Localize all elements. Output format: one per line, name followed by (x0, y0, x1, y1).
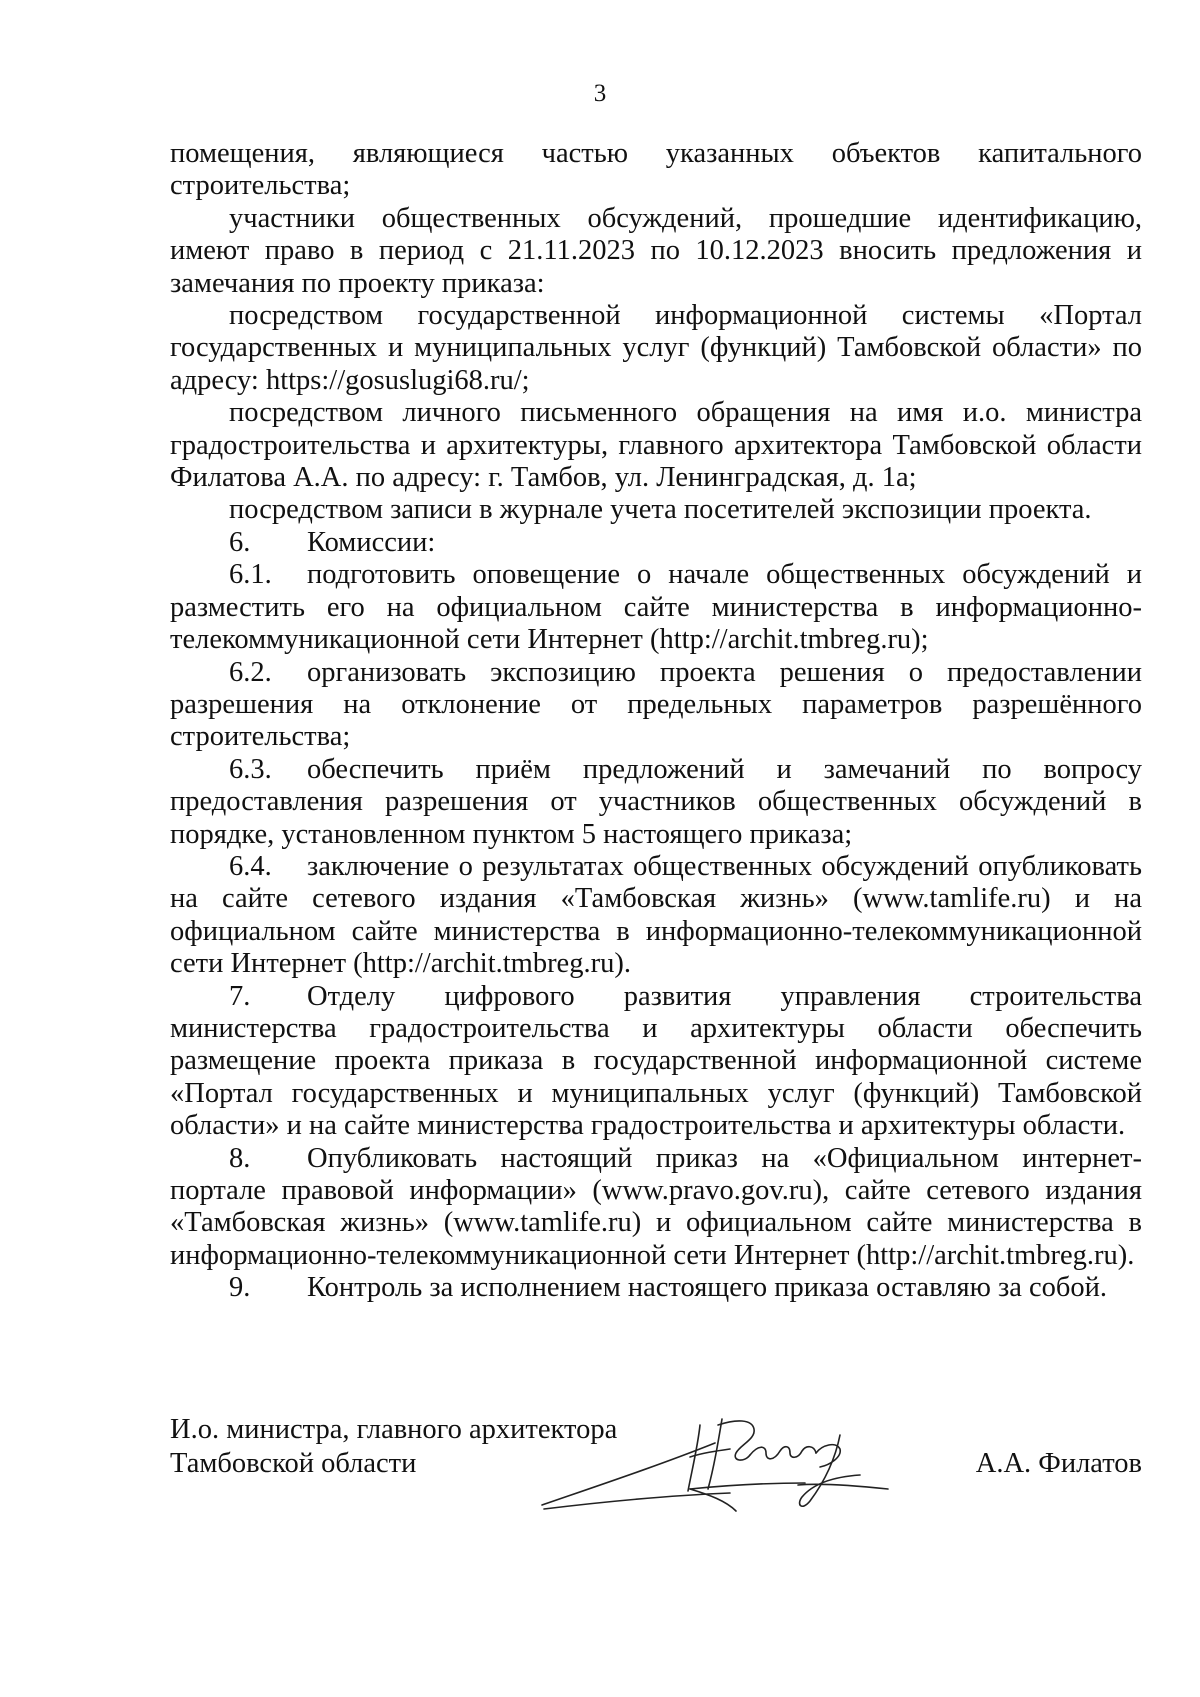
signatory-name: А.А. Филатов (975, 1448, 1142, 1479)
clause-number: 6.2. (229, 656, 272, 688)
clause-number: 9. (229, 1272, 251, 1304)
paragraph (170, 203, 1142, 300)
paragraph-text: Отделу цифрового развития управления строительства министерства градостроительства и архитектуры области обеспечить размещение проекта приказа в государственной информационной системе «Портал государственных и муниципальных услуг (функций) Тамбовской области» и на сайте министерства градостроительства и архитектуры области. (170, 980, 1142, 1142)
clause-number: 6. (229, 526, 251, 558)
paragraph-text: заключение о результатах общественных обсуждений опубликовать на сайте сетевого издания «Тамбовская жизнь» (www.tamlife.ru) и на официальном сайте министерства в информационно-телекоммуникационной сети Интернет (http://archit.tmbreg.ru). (170, 850, 1142, 980)
paragraph (170, 138, 1142, 203)
paragraph-text: Комиссии: (307, 526, 436, 558)
handwritten-signature (540, 1405, 910, 1515)
paragraph (170, 851, 1142, 981)
paragraph-text: подготовить оповещение о начале общественных обсуждений и разместить его на официальном сайте министерства в информационно-телекоммуникационной сети Интернет (http://archit.tmbreg.ru); (170, 559, 1142, 656)
document-body (170, 138, 1142, 1305)
clause-number: 8. (229, 1142, 251, 1174)
paragraph (170, 559, 1142, 656)
paragraph (170, 527, 1142, 559)
paragraph (170, 657, 1142, 754)
paragraph (170, 981, 1142, 1143)
signatory-position-line-1: И.о. министра, главного архитектора (170, 1414, 618, 1445)
paragraph (170, 300, 1142, 397)
paragraph-text: посредством записи в журнале учета посетителей экспозиции проекта. (229, 494, 1092, 526)
signature-block (170, 1413, 1142, 1523)
paragraph-text: посредством государственной информационной системы «Портал государственных и муниципальных услуг (функций) Тамбовской области» по адресу: https://gosuslugi68.ru/; (170, 300, 1142, 396)
paragraph (170, 397, 1142, 494)
paragraph-text: организовать экспозицию проекта решения о предоставлении разрешения на отклонение от предельных параметров разрешённого строительства; (170, 656, 1142, 753)
paragraph-text: посредством личного письменного обращения на имя и.о. министра градостроительства и архитектуры, главного архитектора Тамбовской области Филатова А.А. по адресу: г. Тамбов, ул. Ленинградская, д. 1а; (170, 397, 1142, 494)
clause-number: 6.4. (229, 850, 272, 882)
clause-number: 7. (229, 980, 251, 1012)
paragraph-text: Контроль за исполнением настоящего приказа оставляю за собой. (307, 1272, 1108, 1304)
paragraph (170, 1272, 1142, 1304)
page-number: 3 (593, 80, 607, 107)
paragraph-text: участники общественных обсуждений, прошедшие идентификацию, имеют право в период с 21.11.2023 по 10.12.2023 вносить предложения и замечания по проекту приказа: (170, 202, 1142, 299)
paragraph (170, 1143, 1142, 1273)
paragraph-text: помещения, являющиеся частью указанных объектов капитального строительства; (170, 138, 1142, 202)
paragraph (170, 754, 1142, 851)
paragraph-text: обеспечить приём предложений и замечаний по вопросу предоставления разрешения от участников общественных обсуждений в порядке, установленном пунктом 5 настоящего приказа; (170, 753, 1142, 850)
clause-number: 6.1. (229, 559, 272, 591)
paragraph (170, 494, 1142, 526)
clause-number: 6.3. (229, 753, 272, 785)
signatory-position-line-2: Тамбовской области (170, 1448, 417, 1479)
paragraph-text: Опубликовать настоящий приказ на «Официальном интернет-портале правовой информации» (www.pravo.gov.ru), сайте сетевого издания «Тамбовская жизнь» (www.tamlife.ru) и официальном сайте министерства в информационно-телекоммуникационной сети Интернет (http://archit.tmbreg.ru). (170, 1142, 1142, 1271)
